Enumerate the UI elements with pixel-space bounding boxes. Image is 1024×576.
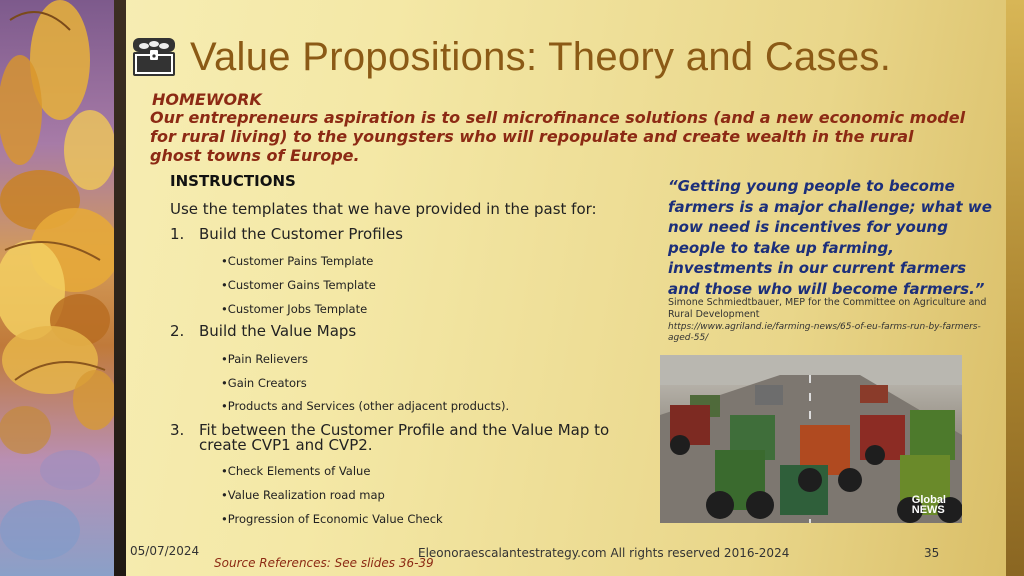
instruction-item: [170, 423, 619, 453]
homework-text: Our entrepreneurs aspiration is to sell microfinance solutions (and a new economic model for rural living) to the youngsters who will repopulate and create wealth in the rural ghost towns of Europe.: [150, 108, 966, 165]
sub-item: •Progression of Economic Value Check: [221, 512, 443, 526]
item-text: Fit between the Customer Profile and the Value Map to create CVP1 and CVP2.: [199, 421, 610, 454]
tractor-protest-photo: [660, 355, 962, 523]
instruction-item: [170, 227, 639, 242]
homework-label: HOMEWORK: [152, 90, 262, 109]
logo-line-2: NEWS: [911, 504, 945, 516]
sub-item: •Customer Pains Template: [221, 254, 374, 268]
item-number: 2.: [170, 322, 185, 340]
source-references: Source References: See slides 36-39: [214, 556, 434, 570]
sub-item: •Customer Jobs Template: [221, 302, 368, 316]
instructions-intro: Use the templates that we have provided in the past for:: [170, 200, 597, 218]
title-row: [130, 30, 891, 84]
sub-item: •Pain Relievers: [221, 352, 309, 366]
flower-illustration: [0, 0, 114, 576]
treasure-chest-icon: [130, 34, 178, 80]
sub-item: •Gain Creators: [221, 376, 307, 390]
divider-bar: [114, 0, 126, 576]
instructions-heading: INSTRUCTIONS: [170, 172, 296, 190]
quote-source-link[interactable]: https://www.agriland.ie/farming-news/65-of-eu-farms-run-by-farmers-aged-55/: [668, 322, 981, 343]
sub-item: •Customer Gains Template: [221, 278, 376, 292]
item-text: Build the Customer Profiles: [199, 225, 403, 243]
item-text: Build the Value Maps: [199, 322, 357, 340]
right-edge-decoration: [1006, 0, 1024, 576]
logo-line-1: Global: [911, 494, 946, 506]
instruction-item: [170, 324, 639, 339]
page-number: 35: [924, 546, 940, 560]
quote-attribution: Simone Schmiedtbauer, MEP for the Committee on Agriculture and Rural Development: [668, 297, 987, 320]
sub-item: •Value Realization road map: [221, 488, 385, 502]
global-news-logo: [912, 495, 946, 515]
slide-date: 05/07/2024: [130, 544, 200, 558]
sub-item: •Products and Services (other adjacent products).: [221, 399, 510, 413]
item-number: 3.: [170, 421, 185, 439]
flower-decoration: [0, 0, 114, 576]
footer-copyright: Eleonoraescalantestrategy.com All rights reserved 2016-2024: [418, 546, 790, 560]
sub-item: •Check Elements of Value: [221, 464, 371, 478]
slide-title: Value Propositions: Theory and Cases.: [190, 34, 892, 79]
quote-text: “Getting young people to become farmers is a major challenge; what we now need is incentives for young people to take up farming, investments in our current farmers and those who will become farmers.”: [668, 177, 992, 298]
item-number: 1.: [170, 225, 185, 243]
